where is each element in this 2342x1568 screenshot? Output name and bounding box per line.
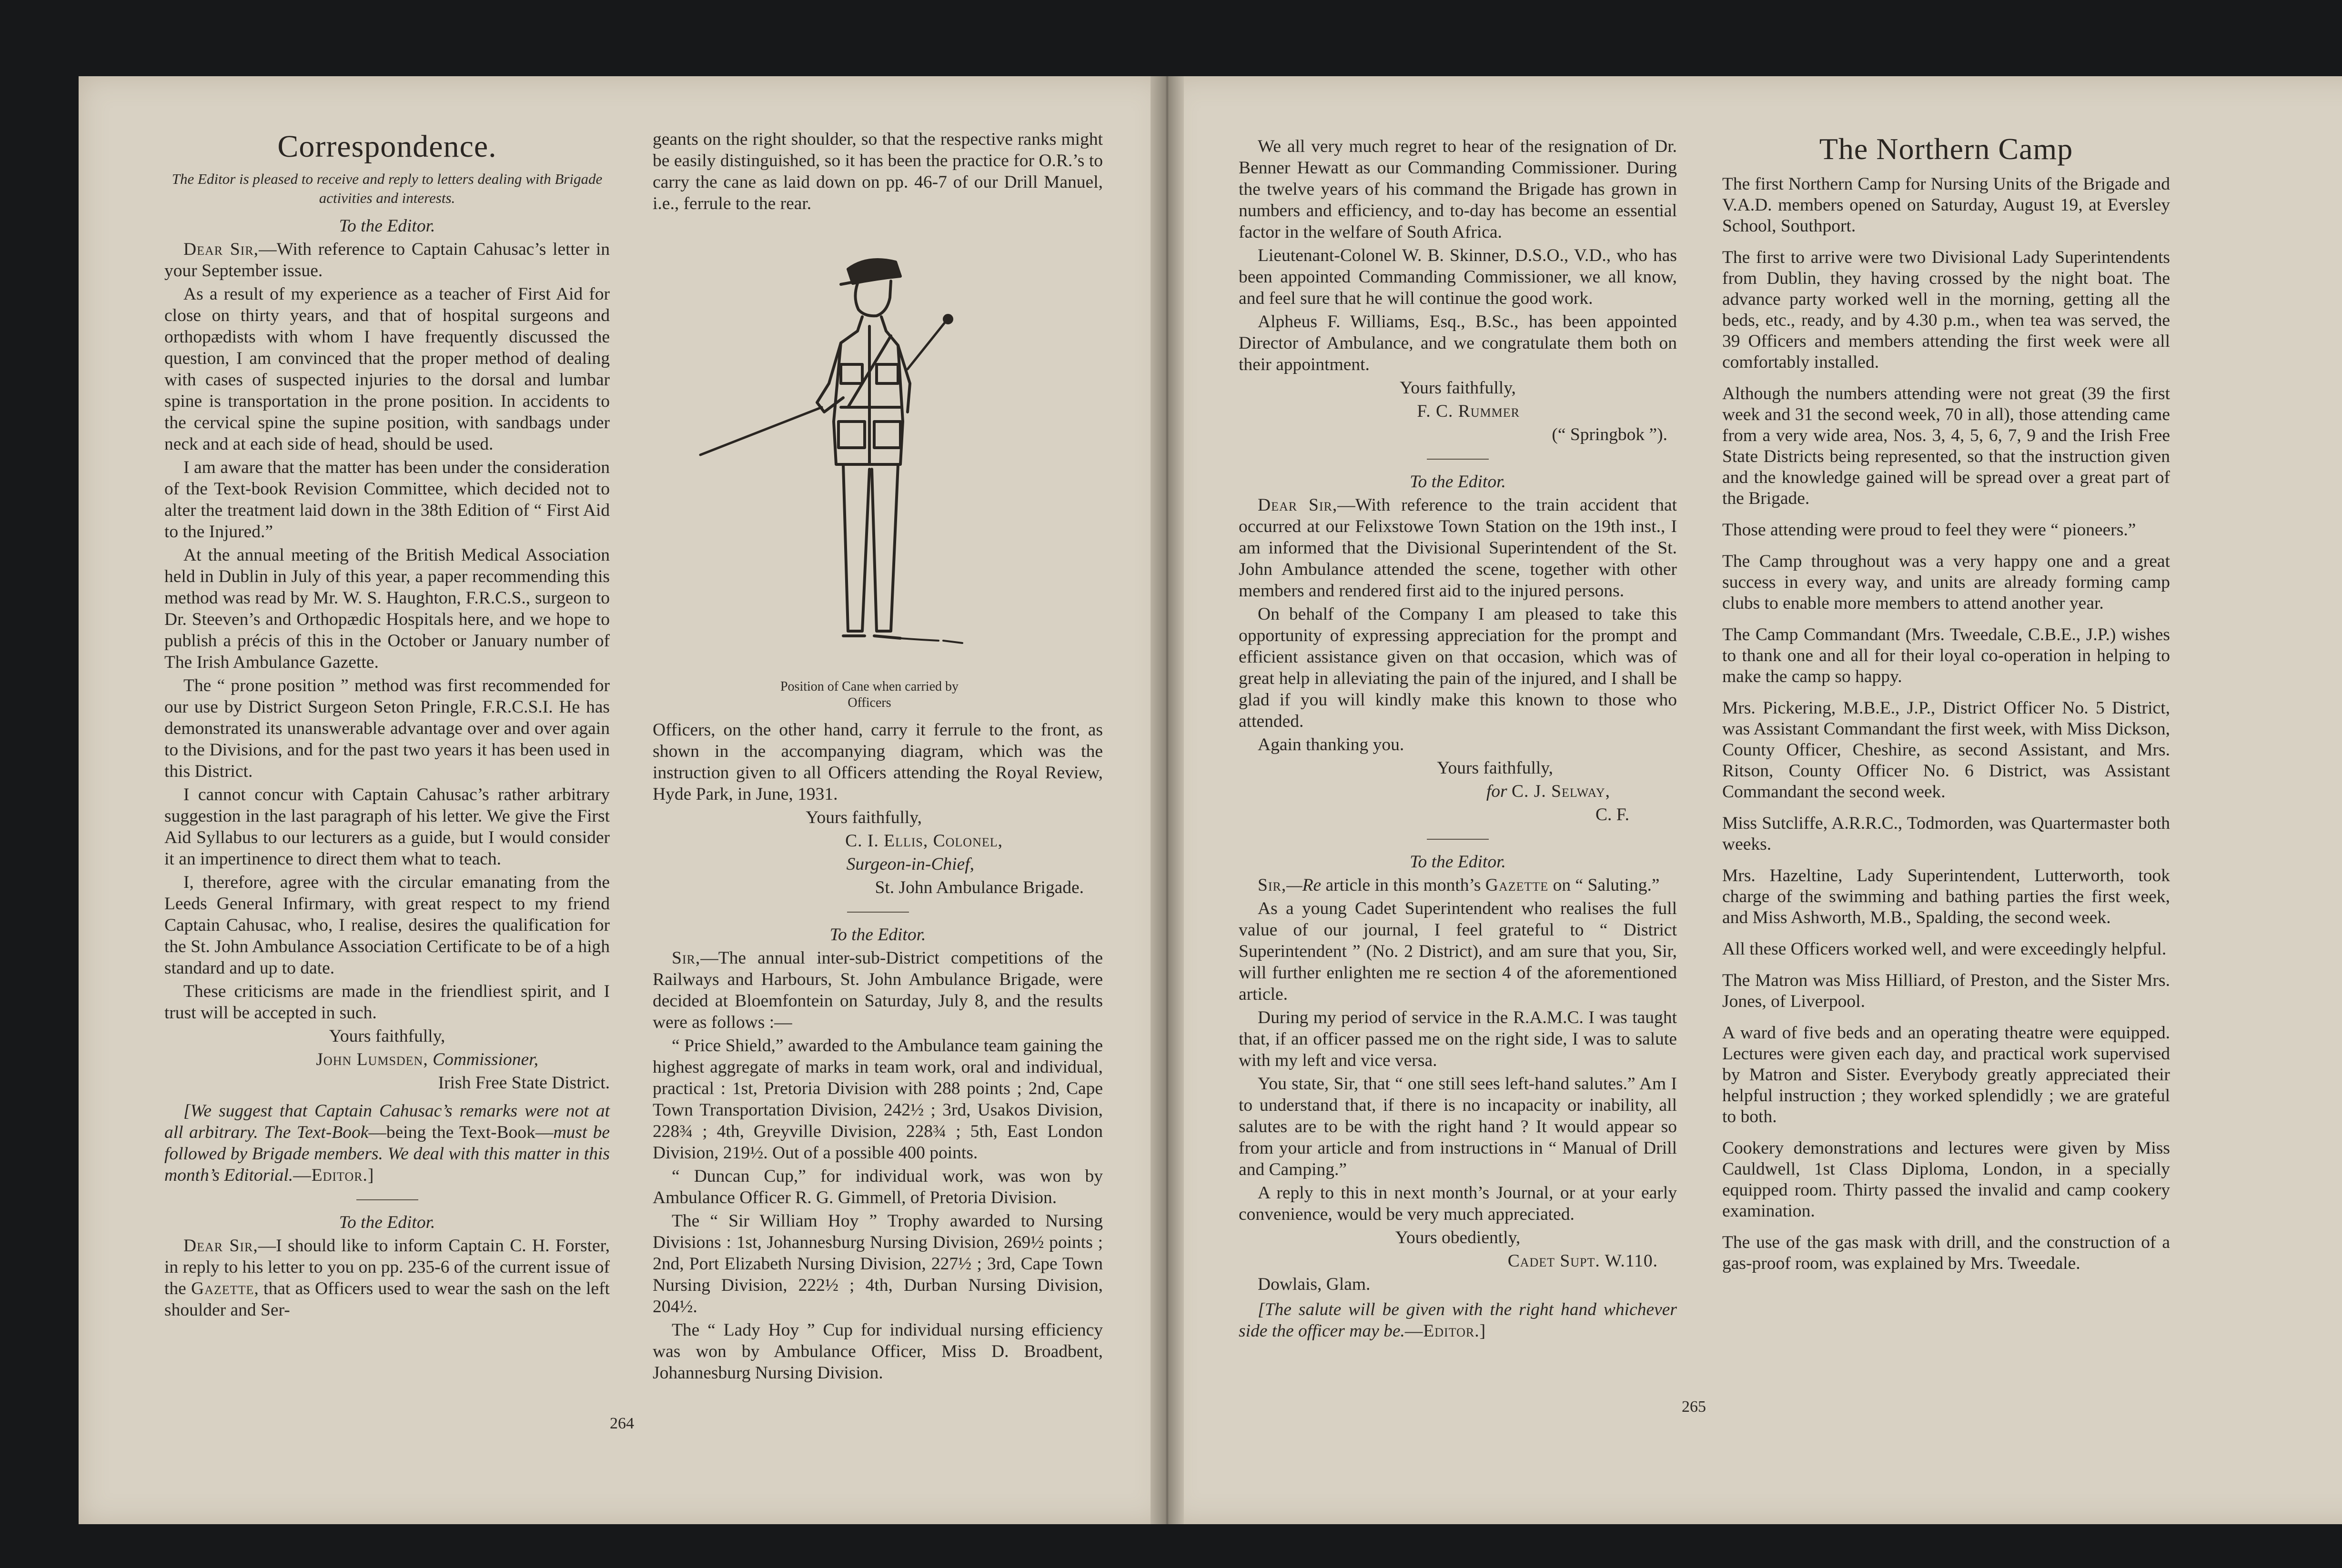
rp-letter-c-gazette: Gazette <box>1485 875 1549 895</box>
section-divider <box>1427 839 1489 840</box>
editor-note-d: —Editor.] <box>293 1166 374 1185</box>
rp-letter-c-heading: To the Editor. <box>1410 852 1506 872</box>
letter2-signature-name <box>653 830 1103 852</box>
rp-closing2: Yours faithfully, <box>1437 758 1553 778</box>
rp-letter-b-para-0 <box>1239 494 1677 602</box>
rp-sig2-initials: C. F. <box>1595 805 1629 824</box>
rp-sig1-name-text: F. C. Rummer <box>1417 402 1520 421</box>
letter2-signature-org: St. John Ambulance Brigade. <box>875 878 1084 897</box>
letter1-heading: To the Editor. <box>339 216 435 236</box>
section-divider <box>847 912 909 913</box>
camp-para-8: Mrs. Hazeltine, Lady Superintendent, Lutterworth, took charge of the swimming and bathing parties the first week, and Miss Ashworth, M.B., Spalding, the second week. <box>1722 866 2170 927</box>
officer-with-cane-illustration <box>653 241 1129 693</box>
camp-para-13: The use of the gas mask with drill, and the construction of a gas-proof room, was explained by Mrs. Tweedale. <box>1722 1233 2170 1273</box>
camp-para-12: Cookery demonstrations and lectures were given by Miss Cauldwell, 1st Class Diploma, London, in a specially equipped room. Thirty passed the invalid and camp cookery examination. <box>1722 1138 2170 1221</box>
letter1-signature <box>164 1049 610 1070</box>
rp-closing1: Yours faithfully, <box>1400 378 1516 398</box>
letter2-heading: To the Editor. <box>339 1213 435 1232</box>
letter2-continued: geants on the right shoulder, so that the respective ranks might be easily distinguished, so it has been the practice for O.R.’s to carry the cane as laid down on pp. 46-7 of our Drill Manuel, i.e., ferrule to the rear. <box>653 130 1103 213</box>
rp-col1-para-1: Lieutenant-Colonel W. B. Skinner, D.S.O., V.D., who has been appointed Commanding Commissioner, we all know, and feel sure that he will continue the good work. <box>1239 246 1677 308</box>
letter1-signature-district: Irish Free State District. <box>438 1073 610 1093</box>
camp-para-10: The Matron was Miss Hilliard, of Preston, and the Sister Mrs. Jones, of Liverpool. <box>1722 971 2170 1011</box>
editor-note-c: must be followed by Brigade members. We deal with this matter in this month’s Editorial. <box>164 1123 610 1185</box>
left-column-2 <box>653 129 1103 216</box>
page-number-right: 265 <box>1682 1398 1706 1416</box>
camp-para-3: Those attending were proud to feel they were “ pioneers.” <box>1722 520 2136 540</box>
letter3-para-3: The “ Sir William Hoy ” Trophy awarded to Nursing Divisions : 1st, Johannesburg Nursing Division, 269½ points ; 2nd, Port Elizabeth Nursing Division, 227½ ; 3rd, Cape Town Nursing Division, 222½ ; 4th, Durban Nursing Division, 204½. <box>653 1211 1103 1317</box>
camp-para-5: The Camp Commandant (Mrs. Tweedale, C.B.E., J.P.) wishes to thank one and all for their loyal co-operation in helping to make the camp so happy. <box>1722 625 2170 686</box>
rp-letter-c-first-rest: article in this month’s <box>1321 875 1485 895</box>
rp-letter-c-salutation: Sir, <box>1258 875 1287 895</box>
letter2-gazette: Gazette <box>191 1279 254 1298</box>
camp-para-11: A ward of five beds and an operating theatre were equipped. Lectures were given each day, and practical work supervised by Matron and Sister. Everybody greatly appreciated their helpful instruction ; they worked splendidly ; we are grateful to both. <box>1722 1023 2170 1126</box>
letter3-para-1: “ Price Shield,” awarded to the Ambulance team gaining the highest aggregate of marks in team work, oral and individual, practical : 1st, Pretoria Division with 288 points ; 2nd, Cape Town Transportation Division, 242½ ; 3rd, Usakos Division, 228¾ ; 4th, Greyville Division, 228¾ ; 5th, East London Division, 219½. Out of a possible 400 points. <box>653 1036 1103 1163</box>
letter1-para-5: I cannot concur with Captain Cahusac’s rather arbitrary suggestion in the last paragraph of his letter. We give the First Aid Syllabus to our lecturers as a guide, but I would consider it an impertinence to direct them what to teach. <box>164 785 610 869</box>
rp-letter-b-salutation: Dear Sir, <box>1258 495 1338 515</box>
camp-para-7: Miss Sutcliffe, A.R.R.C., Todmorden, was Quartermaster both weeks. <box>1722 814 2170 854</box>
letter2-para-0 <box>164 1235 610 1321</box>
rp-editor-reply-sig: —Editor.] <box>1404 1321 1486 1341</box>
book-spine <box>1151 76 1184 1524</box>
editor-note <box>164 1100 610 1186</box>
letter1-para-4: The “ prone position ” method was first recommended for our use by District Surgeon Seton Pringle, F.R.C.S.I. He has demonstrated its unanswerable advantage over and over again to the Divisions, and for the past two years it has been used in this District. <box>164 676 610 781</box>
rp-sig2-for: for <box>1486 782 1507 801</box>
rp-col1-para-0: We all very much regret to hear of the resignation of Dr. Benner Hewatt as our Commanding Commissioner. During the twelve years of his command the Brigade has grown in numbers and efficiency, and to-day has become an essential factor in the welfare of South Africa. <box>1239 137 1677 242</box>
rp-col1-para-2: Alpheus F. Williams, Esq., B.Sc., has been appointed Director of Ambulance, and we congratulate them both on their appointment. <box>1239 312 1677 374</box>
letter2-closing: Yours faithfully, <box>806 808 922 827</box>
letter1-signature-title: Commissioner, <box>433 1050 538 1069</box>
letter3-para-4: The “ Lady Hoy ” Cup for individual nursing efficiency was won by Ambulance Officer, Miss D. Broadbent, Johannesburg Nursing Division. <box>653 1320 1103 1383</box>
letter1-salutation: Dear Sir, <box>183 240 259 259</box>
right-column-2 <box>1722 131 2170 1285</box>
letter3-salutation: Sir, <box>672 948 701 968</box>
rp-editor-reply-text: [The salute will be given with the right hand whichever side the officer may be. <box>1239 1300 1677 1341</box>
letter1-closing: Yours faithfully, <box>329 1026 445 1046</box>
rp-place: Dowlais, Glam. <box>1258 1275 1371 1294</box>
letter2-signature-title <box>653 854 1103 875</box>
editor-note-b: —being the Text-Book— <box>368 1123 554 1142</box>
letter2-text-b: , that as Officers used to wear the sash on the left shoulder and Ser- <box>164 1279 610 1320</box>
camp-para-4: The Camp throughout was a very happy one and a great success in every way, and units are already forming camp clubs to enable more members to attend another year. <box>1722 552 2170 613</box>
rp-letter-b-para-0-text: —With reference to the train accident that occurred at our Felixstowe Town Station on the 19th inst., I am informed that the Divisional Superintendent of the St. John Ambulance attended the scene, together with other members and rendered first aid to the injured persons. <box>1239 495 1677 601</box>
left-column-1 <box>164 129 610 1323</box>
left-column-2-lower <box>653 719 1103 1386</box>
letter1-para-7: These criticisms are made in the friendliest spirit, and I trust will be accepted in such. <box>164 982 610 1023</box>
rp-sig2 <box>1239 781 1677 802</box>
letter1-signature-name: John Lumsden, <box>316 1050 428 1069</box>
camp-para-1: The first to arrive were two Divisional Lady Superintendents from Dublin, they having crossed by the night boat. The advance party worked well in the morning, getting all the beds, etc., ready, and by 4.30 p.m., when tea was served, the 39 Officers and members attending the first week were all comfortably installed. <box>1722 248 2170 372</box>
letter2-salutation: Dear Sir, <box>183 1236 258 1256</box>
rp-letter-b-para-2: Again thanking you. <box>1258 735 1404 754</box>
letter1-para-6: I, therefore, agree with the circular emanating from the Leeds General Infirmary, with great respect to my friend Captain Cahusac, who, I realise, desires the qualification for the St. John Ambulance Association Certificate to be of a high standard and up to date. <box>164 873 610 978</box>
letter1-para-1: As a result of my experience as a teacher of First Aid for close on thirty years, and that of hospital surgeons and orthopædists with whom I have frequently discussed the question, I am convinced that the proper method of dealing with cases of suspected injuries to the dorsal and lumbar spine is transportation in the prone position. In accidents to the cervical spine the supine position, with sandbags under neck and at each side of head, should be used. <box>164 284 610 454</box>
rp-sig2-name: C. J. Selway, <box>1512 782 1610 801</box>
editor-note-a: [We suggest that Captain Cahusac’s remarks were not at all arbitrary. The Text-Book <box>164 1101 610 1142</box>
rp-letter-c-para-1: As a young Cadet Superintendent who realises the full value of our journal, I feel grateful to “ District Superintendent ” (No. 2 District), and am sure that you, Sir, will further enlighten me re section 4 of the aforementioned article. <box>1239 899 1677 1004</box>
letter1-para-2: I am aware that the matter has been under the consideration of the Text-book Revision Committee, which decided not to alter the treatment laid down in the 38th Edition of “ First Aid to the Injured.” <box>164 458 610 542</box>
letter2-signature-name-text: C. I. Ellis, Colonel, <box>845 831 1003 851</box>
rp-letter-c-para-0 <box>1239 874 1677 896</box>
rp-sig3 <box>1239 1250 1677 1272</box>
letter2-signature-title-text: Surgeon-in-Chief, <box>846 854 974 874</box>
rp-letter-c-first-tail: on “ Saluting.” <box>1548 875 1660 895</box>
letter2-after-figure: Officers, on the other hand, carry it ferrule to the front, as shown in the accompanying diagram, which was the instruction given to all Officers attending the Royal Review, Hyde Park, in June, 1931. <box>653 720 1103 804</box>
rp-letter-c-re: —Re <box>1286 875 1322 895</box>
rp-letter-b-heading: To the Editor. <box>1410 472 1506 492</box>
letter2-text-a: —I should like to inform Captain C. H. Forster, in reply to his letter to you on pp. 235-6 of the current issue of the <box>164 1236 610 1298</box>
section-divider <box>1427 459 1489 460</box>
rp-letter-b-para-1: On behalf of the Company I am pleased to take this opportunity of expressing appreciation for the prompt and efficient assistance given on that occasion, which was of great help in alleviating the pain of the injured, and I shall be glad if you will kindly make this known to those who attended. <box>1239 604 1677 731</box>
letter1-para-0-text: —With reference to Captain Cahusac’s letter in your September issue. <box>164 240 610 281</box>
camp-para-0: The first Northern Camp for Nursing Units of the Brigade and V.A.D. members opened on Saturday, August 19, at Eversley School, Southport. <box>1722 174 2170 236</box>
rp-letter-c-para-3: You state, Sir, that “ one still sees left-hand salutes.” Am I to understand that, if there is no incapacity or inability, all salutes are to be with the right hand ? It would appear so from your article and from instructions in “ Manual of Drill and Camping.” <box>1239 1074 1677 1179</box>
northern-camp-title: The Northern Camp <box>1819 132 2073 166</box>
section-divider <box>356 1199 418 1200</box>
letter1-para-0 <box>164 239 610 281</box>
letter3-para-0-text: —The annual inter-sub-District competitions of the Railways and Harbours, St. John Ambulance Brigade, were decided at Bloemfontein on Saturday, July 8, and the results were as follows :— <box>653 948 1103 1032</box>
letter1-para-3: At the annual meeting of the British Medical Association held in Dublin in July of this year, a paper recommending this method was read by Mr. W. S. Haughton, F.R.C.S., surgeon to Dr. Steeven’s and Orthopædic Hospitals here, and we hope to publish a précis of this in the October or January number of The Irish Ambulance Gazette. <box>164 545 610 672</box>
right-column-1 <box>1239 136 1677 1344</box>
rp-sig3-text: Cadet Supt. W.110. <box>1507 1251 1658 1271</box>
rp-letter-c-para-4: A reply to this in next month’s Journal, or at your early convenience, would be very much appreciated. <box>1239 1183 1677 1224</box>
correspondence-subtitle: The Editor is pleased to receive and reply to letters dealing with Brigade activities and interests. <box>172 171 603 206</box>
camp-para-6: Mrs. Pickering, M.B.E., J.P., District Officer No. 5 District, was Assistant Commandant the first week, with Miss Dickson, County Officer, Cheshire, as second Assistant, and Mrs. Ritson, County Officer No. 6 District, was Assistant Commandant the second week. <box>1722 698 2170 802</box>
page-number-left: 264 <box>610 1415 634 1432</box>
correspondence-title: Correspondence. <box>277 129 497 164</box>
rp-letter-c-para-2: During my period of service in the R.A.M.C. I was taught that, if an officer passed me on the right side, I was to salute with my left and vice versa. <box>1239 1008 1677 1070</box>
letter3-para-2: “ Duncan Cup,” for individual work, was won by Ambulance Officer R. G. Gimmell, of Pretoria Division. <box>653 1166 1103 1207</box>
figure-caption: Position of Cane when carried by Officers <box>780 679 959 710</box>
letter3-para-0 <box>653 947 1103 1033</box>
rp-sig1-name <box>1239 401 1677 422</box>
camp-para-2: Although the numbers attending were not great (39 the first week and 31 the second week, 70 in all), those attending came from a very wide area, Nos. 3, 4, 5, 6, 7, 9 and the Irish Free State Districts being represented, so that the instruction given and the knowledge gained will be spread over a great part of the Brigade. <box>1722 384 2170 508</box>
letter3-heading: To the Editor. <box>829 925 926 945</box>
camp-para-9: All these Officers worked well, and were exceedingly helpful. <box>1722 939 2167 959</box>
rp-editor-reply <box>1239 1299 1677 1342</box>
rp-sig1-alias: (“ Springbok ”). <box>1552 425 1667 444</box>
rp-closing3: Yours obediently, <box>1395 1228 1521 1247</box>
